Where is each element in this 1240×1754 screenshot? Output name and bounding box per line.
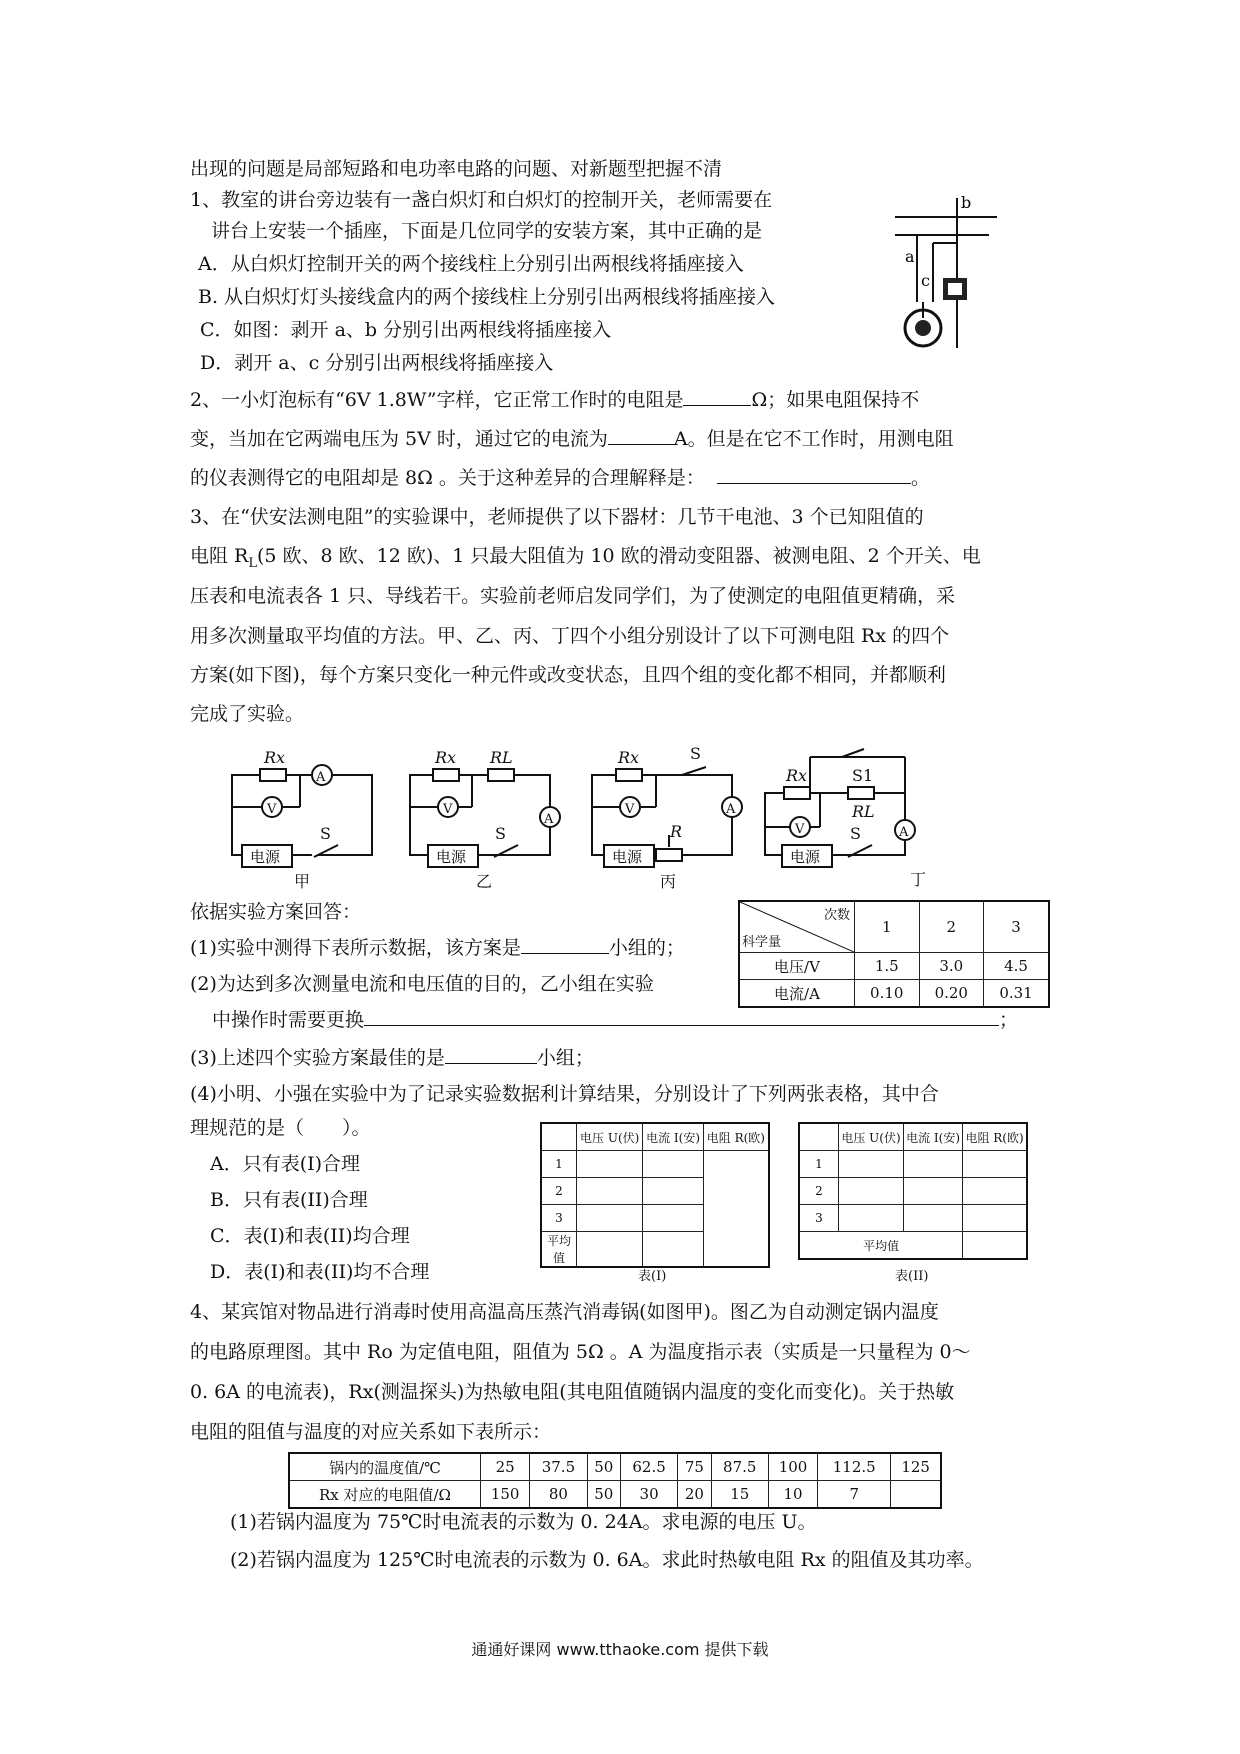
circuit-bing-rx-label: Rx	[618, 748, 640, 767]
q4-line3: 0. 6A 的电流表)，Rx(测温探头)为热敏电阻(其电阻值随锅内温度的变化而变化)。关于热敏	[190, 1381, 955, 1403]
q4-temp-cell: 62.5	[620, 1453, 677, 1481]
circuit-bing-switch: S	[690, 745, 701, 763]
table2-cell	[903, 1178, 962, 1205]
table2-row-num: 1	[799, 1151, 839, 1178]
circuit-yi-voltmeter: V	[443, 802, 453, 817]
table1-cell	[643, 1205, 703, 1232]
table2-row-num: 3	[799, 1205, 839, 1232]
corner-top-label: 次数	[823, 908, 850, 923]
data-cell: 4.5	[984, 953, 1049, 980]
q1-fig-label-c: c	[921, 271, 930, 290]
data-cell: 1.5	[855, 953, 920, 980]
q2-line3-tail: 。	[910, 467, 930, 489]
q2-line2	[190, 425, 954, 453]
q3-table-1	[540, 1122, 770, 1268]
q4-row2-label: Rx 对应的电阻值/Ω	[289, 1481, 481, 1509]
q3-part4-line1: (4)小明、小强在实验中为了记录实验数据利计算结果，分别设计了下列两张表格，其中合	[190, 1083, 939, 1105]
q3-line2-rest: (5 欧、8 欧、12 欧)、1 只最大阻值为 10 欧的滑动变阻器、被测电阻、2 个开关、电	[257, 545, 981, 567]
data-cell: 0.20	[919, 980, 984, 1008]
q1-stem-line2: 讲台上安装一个插座，下面是几位同学的安装方案，其中正确的是	[211, 220, 763, 242]
table2-header: 电阻 R(欧)	[963, 1123, 1027, 1151]
data-col-2: 2	[919, 901, 984, 953]
data-row-voltage-label: 电压/V	[739, 953, 855, 980]
q4-res-cell: 20	[678, 1481, 711, 1509]
table1-avg-label: 平均值	[541, 1232, 577, 1268]
q3-circuit-diagrams	[220, 745, 1020, 895]
table1-row-num: 3	[541, 1205, 577, 1232]
circuit-yi-rl-label: RL	[490, 748, 513, 767]
table1-cell	[643, 1232, 703, 1268]
q1-fig-label-a: a	[905, 247, 915, 266]
q3-line5: 方案(如下图)，每个方案只变化一种元件或改变状态，且四个组的变化都不相同，并都顺利	[190, 664, 946, 686]
data-cell: 0.31	[984, 980, 1049, 1008]
q2-blank-current[interactable]	[608, 426, 674, 445]
q3-line6: 完成了实验。	[190, 703, 305, 725]
circuit-bing-source: 电源	[612, 848, 643, 866]
table2-header: 电压 U(伏)	[839, 1123, 904, 1151]
circuit-ding-name: 丁	[910, 870, 927, 889]
q3-blank-group[interactable]	[521, 935, 609, 954]
table1-resistance-cell	[703, 1151, 769, 1268]
q3-part3-text: (3)上述四个实验方案最佳的是	[190, 1047, 445, 1069]
q4-res-cell: 15	[711, 1481, 768, 1509]
q3-part4-option-b: B．只有表(II)合理	[210, 1189, 368, 1211]
q3-part1-text: (1)实验中测得下表所示数据，该方案是	[190, 937, 521, 959]
q4-res-cell: 80	[530, 1481, 587, 1509]
q3-part4-line2: 理规范的是（ ）。	[190, 1117, 371, 1139]
circuit-yi-source: 电源	[436, 848, 467, 866]
circuit-jia-switch: S	[320, 824, 331, 843]
q3-part3	[190, 1044, 594, 1072]
circuit-ding-switch: S	[850, 824, 861, 843]
circuit-ding-voltmeter: V	[795, 822, 805, 837]
q4-res-cell: 50	[587, 1481, 620, 1509]
q4-temp-cell: 75	[678, 1453, 711, 1481]
table2-cell	[839, 1151, 904, 1178]
q4-temperature-table	[288, 1452, 942, 1509]
q4-temp-cell: 25	[481, 1453, 530, 1481]
intro-line: 出现的问题是局部短路和电功率电路的问题、对新题型把握不清	[190, 158, 723, 180]
q2-blank-resistance[interactable]	[683, 387, 751, 406]
table1-cell	[577, 1178, 643, 1205]
q3-part2-tail: ；	[999, 1009, 1019, 1031]
q3-line2	[190, 542, 981, 578]
table1-row-num: 1	[541, 1151, 577, 1178]
q4-line4: 电阻的阻值与温度的对应关系如下表所示：	[190, 1421, 552, 1443]
q4-temp-cell: 125	[891, 1453, 941, 1481]
q2-blank-explanation[interactable]	[717, 465, 911, 484]
q1-option-d: D．剥开 a、c 分别引出两根线将插座接入	[200, 352, 554, 374]
q3-part2-text: 中操作时需要更换	[212, 1009, 365, 1031]
table1-cell	[643, 1151, 703, 1178]
q3-table-2	[798, 1122, 1028, 1260]
q3-blank-replace[interactable]	[364, 1007, 999, 1026]
q2-line3	[190, 464, 930, 492]
circuit-ding-s1: S1	[852, 766, 874, 785]
data-cell: 0.10	[855, 980, 920, 1008]
table2-header: 电流 I(安)	[903, 1123, 962, 1151]
q1-wiring-figure	[885, 190, 1000, 355]
q2-line2-text: 变，当加在它两端电压为 5V 时，通过它的电流为	[190, 428, 608, 450]
q3-part2-line2	[212, 1006, 1018, 1034]
q4-subquestion-1: (1)若锅内温度为 75℃时电流表的示数为 0. 24A。求电源的电压 U。	[230, 1511, 817, 1533]
q2-line1-text: 2、一小灯泡标有“6V 1.8W”字样，它正常工作时的电阻是	[190, 389, 684, 411]
table2-cell	[839, 1205, 904, 1232]
circuit-yi-name: 乙	[476, 872, 493, 891]
circuit-ding-rx-label: Rx	[786, 766, 808, 785]
q4-res-cell: 7	[818, 1481, 891, 1509]
q4-temp-cell: 50	[587, 1453, 620, 1481]
q2-line1-tail: Ω；如果电阻保持不	[751, 389, 920, 411]
q4-res-cell: 10	[768, 1481, 817, 1509]
q4-temp-cell: 37.5	[530, 1453, 587, 1481]
table1-header: 电阻 R(欧)	[703, 1123, 769, 1151]
q2-line3-text: 的仪表测得它的电阻却是 8Ω 。关于这种差异的合理解释是：	[190, 467, 705, 489]
q4-res-cell	[891, 1481, 941, 1509]
q4-temp-cell: 100	[768, 1453, 817, 1481]
circuit-jia-name: 甲	[294, 872, 311, 891]
q3-blank-best[interactable]	[445, 1045, 537, 1064]
q1-option-c: C．如图：剥开 a、b 分别引出两根线将插座接入	[200, 319, 612, 341]
circuit-jia-ammeter: A	[316, 770, 326, 785]
table2-cell	[963, 1178, 1027, 1205]
table1-cell	[577, 1151, 643, 1178]
q1-fig-label-b: b	[961, 193, 972, 212]
q4-temp-cell: 87.5	[711, 1453, 768, 1481]
q3-data-table	[738, 900, 1050, 1008]
q3-line2-sub: L	[248, 555, 257, 571]
q3-line1: 3、在“伏安法测电阻”的实验课中，老师提供了以下器材：几节干电池、3 个已知阻值的	[190, 506, 924, 528]
table2-caption: 表(II)	[895, 1269, 929, 1284]
circuit-ding-rl-label: RL	[852, 802, 875, 821]
circuit-yi-switch: S	[495, 824, 506, 843]
data-row-current-label: 电流/A	[739, 980, 855, 1008]
q3-part2-line1: (2)为达到多次测量电流和电压值的目的，乙小组在实验	[190, 973, 654, 995]
circuit-yi-rx-label: Rx	[435, 748, 457, 767]
q4-res-cell: 30	[620, 1481, 677, 1509]
q4-temp-cell: 112.5	[818, 1453, 891, 1481]
table2-row-num: 2	[799, 1178, 839, 1205]
q4-line1: 4、某宾馆对物品进行消毒时使用高温高压蒸汽消毒锅(如图甲)。图乙为自动测定锅内温度	[190, 1301, 939, 1323]
table1-caption: 表(I)	[638, 1269, 667, 1284]
q4-line2: 的电路原理图。其中 Ro 为定值电阻，阻值为 5Ω 。A 为温度指示表（实质是一只量程为 0～	[190, 1341, 971, 1363]
q3-part3-tail: 小组；	[536, 1047, 594, 1069]
circuit-ding-ammeter: A	[899, 825, 909, 840]
table2-avg-label: 平均值	[799, 1232, 963, 1260]
circuit-bing-ammeter: A	[726, 802, 736, 817]
table1-cell	[643, 1178, 703, 1205]
q3-part4-option-c: C．表(I)和表(II)均合理	[210, 1225, 410, 1247]
q3-line2-r: 电阻 R	[190, 545, 249, 567]
q4-row1-label: 锅内的温度值/℃	[289, 1453, 481, 1481]
circuit-yi-ammeter: A	[544, 812, 554, 827]
q4-subquestion-2: (2)若锅内温度为 125℃时电流表的示数为 0. 6A。求此时热敏电阻 Rx 的阻值及其功率。	[230, 1549, 984, 1571]
table2-cell	[963, 1205, 1027, 1232]
data-col-1: 1	[855, 901, 920, 953]
q3-answer-intro: 依据实验方案回答：	[190, 901, 362, 923]
table1-header: 电流 I(安)	[643, 1123, 703, 1151]
q2-line2-tail: A。但是在它不工作时，用测电阻	[673, 428, 954, 450]
data-col-3: 3	[984, 901, 1049, 953]
q1-option-b: B. 从白炽灯灯头接线盒内的两个接线柱上分别引出两根线将插座接入	[198, 286, 776, 308]
q3-part1	[190, 934, 685, 962]
circuit-bing-voltmeter: V	[625, 802, 635, 817]
q3-part1-tail: 小组的；	[608, 937, 685, 959]
page-footer: 通通好课网 www.tthaoke.com 提供下载	[471, 1640, 769, 1659]
corner-bottom-label: 科学量	[742, 935, 782, 950]
circuit-jia-voltmeter: V	[267, 802, 277, 817]
q2-line1	[190, 386, 919, 414]
circuit-ding-source: 电源	[790, 848, 821, 866]
circuit-bing-rheostat: R	[670, 822, 683, 841]
q4-res-cell: 150	[481, 1481, 530, 1509]
table1-cell	[577, 1205, 643, 1232]
data-cell: 3.0	[919, 953, 984, 980]
q1-option-a: A．从白炽灯控制开关的两个接线柱上分别引出两根线将插座接入	[198, 253, 744, 275]
circuit-jia-rx-label: Rx	[264, 748, 286, 767]
table2-corner	[799, 1123, 839, 1151]
q3-part4-option-a: A．只有表(I)合理	[210, 1153, 361, 1175]
q1-stem-line1: 1、教室的讲台旁边装有一盏白炽灯和白炽灯的控制开关，老师需要在	[190, 189, 773, 211]
q3-line4: 用多次测量取平均值的方法。甲、乙、丙、丁四个小组分别设计了以下可测电阻 Rx 的四个	[190, 625, 950, 647]
table1-header: 电压 U(伏)	[577, 1123, 643, 1151]
data-table-corner	[739, 901, 855, 953]
table2-cell	[963, 1151, 1027, 1178]
table1-row-num: 2	[541, 1178, 577, 1205]
table2-cell	[963, 1232, 1027, 1260]
table2-cell	[839, 1178, 904, 1205]
circuit-bing-name: 丙	[660, 872, 677, 891]
table2-cell	[903, 1151, 962, 1178]
table1-cell	[577, 1232, 643, 1268]
table1-corner	[541, 1123, 577, 1151]
q3-line3: 压表和电流表各 1 只、导线若干。实验前老师启发同学们，为了使测定的电阻值更精确，采	[190, 585, 956, 607]
q3-part4-option-d: D．表(I)和表(II)均不合理	[210, 1261, 430, 1283]
circuit-jia-source: 电源	[250, 848, 281, 866]
table2-cell	[903, 1205, 962, 1232]
